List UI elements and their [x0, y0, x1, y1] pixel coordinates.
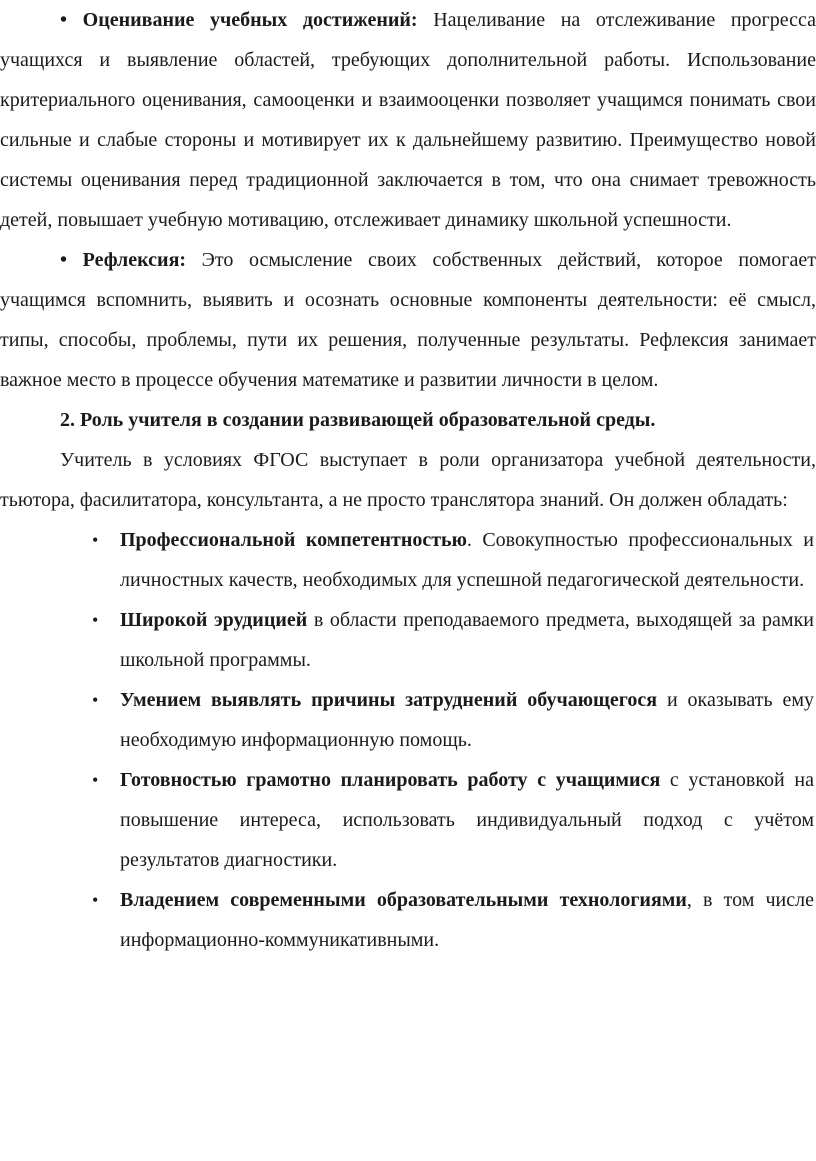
bullet-marker: • [92, 770, 99, 790]
list-item [0, 760, 816, 880]
list-item [0, 600, 816, 680]
term-reflection: Рефлексия: [82, 249, 187, 271]
text-reflection: Это осмысление своих собственных действий, которое помогает учащимся вспомнить, выявить и осознать основные компоненты деятельности: её смысл, типы, способы, проблемы, пути их решения, полученные результаты. Рефлексия занимает важное место в процессе обучения математике и развитии личности в целом. [0, 249, 816, 391]
bullet-marker: • [92, 530, 99, 550]
list-item-term: Умением выявлять причины затруднений обучающегося [120, 689, 658, 711]
bullet-marker: • [92, 690, 99, 710]
list-item-text: и оказывать ему необходимую информационную помощь. [120, 689, 815, 751]
list-item-text: . Совокупностью профессиональных и личностных качеств, необходимых для успешной педагогической деятельности. [120, 529, 814, 591]
list-item-text: , в том числе информационно-коммуникативными. [120, 889, 814, 951]
list-item-text: в области преподаваемого предмета, выходящей за рамки школьной программы. [120, 609, 814, 671]
section-heading: 2. Роль учителя в создании развивающей образовательной среды. [60, 409, 656, 431]
section-intro: Учитель в условиях ФГОС выступает в роли организатора учебной деятельности, тьютора, фасилитатора, консультанта, а не просто транслятора знаний. Он должен обладать: [0, 449, 816, 511]
list-item [0, 680, 816, 760]
bullet-marker: • [92, 890, 99, 910]
list-item [0, 880, 816, 960]
paragraph-assessment [0, 0, 816, 240]
teacher-qualities-list [0, 520, 816, 960]
text-assessment: Нацеливание на отслеживание прогресса учащихся и выявление областей, требующих дополнительной работы. Использование критериального оценивания, самооценки и взаимооценки позволяет учащимся понимать свои сильные и слабые стороны и мотивирует их к дальнейшему развитию. Преимущество новой системы оценивания перед традиционной заключается в том, что она снимает тревожность детей, повышает учебную мотивацию, отслеживает динамику школьной успешности. [0, 9, 816, 231]
list-item-term: Профессиональной компетентностью [120, 529, 467, 551]
paragraph-reflection [0, 240, 816, 400]
list-item-text: с установкой на повышение интереса, использовать индивидуальный подход с учётом результатов диагностики. [120, 769, 814, 871]
bullet-marker: • [60, 9, 68, 31]
bullet-marker: • [92, 610, 99, 630]
list-item-term: Широкой эрудицией [120, 609, 308, 631]
list-item-term: Готовностью грамотно планировать работу с учащимися [120, 769, 661, 791]
list-item [0, 520, 816, 600]
list-item-term: Владением современными образовательными технологиями [120, 889, 687, 911]
term-assessment: Оценивание учебных достижений: [82, 9, 418, 31]
bullet-marker: • [60, 249, 68, 271]
